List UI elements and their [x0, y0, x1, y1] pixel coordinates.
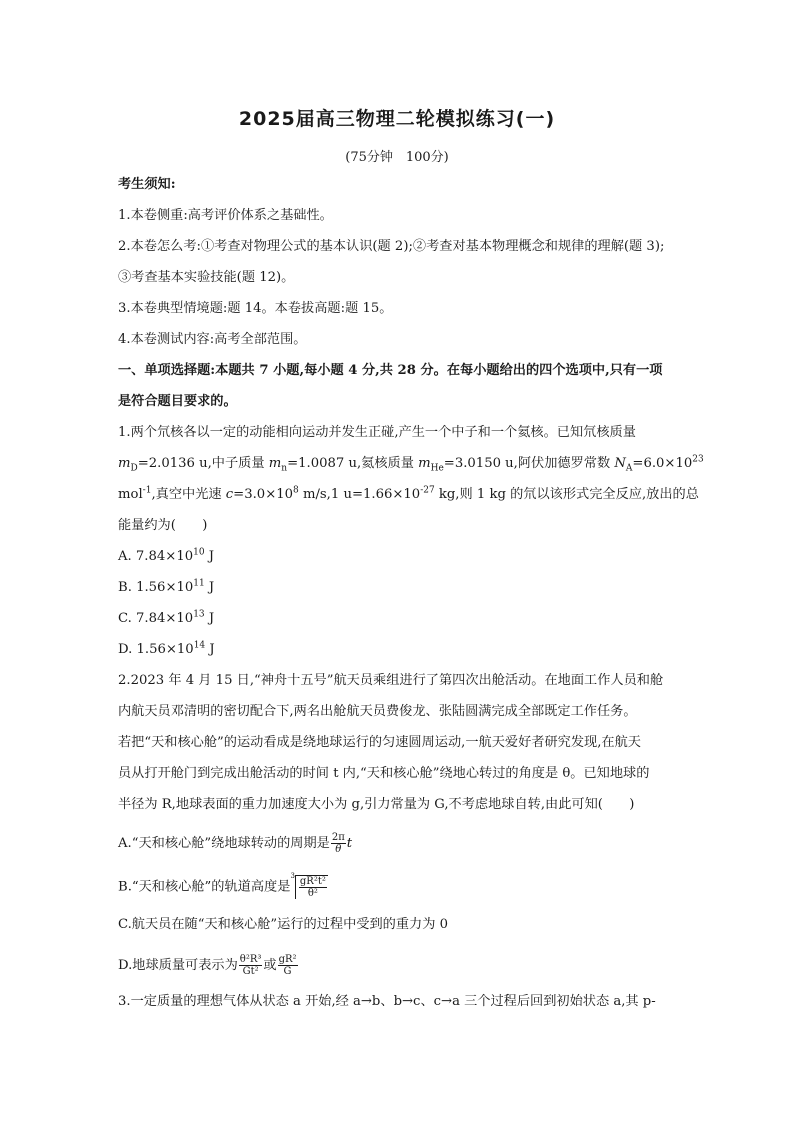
page-subtitle: (75分钟 100分): [345, 150, 449, 165]
q2-option-d: D.地球质量可表示为 $\frac{\text{θ²R³}}{\text{Gt²}}$ 或 $\frac{\text{gR²}}{G}$: [118, 954, 297, 977]
notice-item: 1.本卷侧重:高考评价体系之基础性。: [118, 208, 333, 223]
q2-stem: 半径为 R,地球表面的重力加速度大小为 g,引力常量为 G,不考虑地球自转,由此可知( ): [118, 797, 635, 812]
q2-stem: 员从打开舱门到完成出舱活动的时间 t 内,“天和核心舱”绕地心转过的角度是 θ。已知地球的: [118, 766, 650, 781]
q2-stem: 若把“天和核心舱”的运动看成是绕地球运行的匀速圆周运动,一航天爱好者研究发现,在航天: [118, 735, 641, 750]
q2-option-a: A.“天和核心舱”绕地球转动的周期是 $\frac{2\pi}{\theta}$ t: [118, 832, 353, 855]
notice-heading: 考生须知:: [118, 177, 176, 192]
fraction: $\frac{2\pi}{\theta}$: [331, 832, 345, 855]
q1-option-a: A. $7.84\times 10^{10}$ J: [118, 547, 215, 564]
q1-stem: $m_D=2.0136$ u,中子质量 $m_n=1.0087$ u,氦核质量 $m_{He}=3.0150$ u,阿伏加德罗常数 $N_A=6.0\times 10^{23}$: [118, 454, 704, 474]
q1-stem: 1.两个氘核各以一定的动能相向运动并发生正碰,产生一个中子和一个氦核。已知氘核质量: [118, 425, 636, 440]
q2-option-b: B.“天和核心舱”的轨道高度是$^3$ $\frac{\text{gR²t²}}{\text{θ²}}$: [118, 872, 326, 899]
q1-option-b: B. $1.56\times 10^{11}$ J: [118, 578, 215, 595]
notice-item: 2.本卷怎么考:①考查对物理公式的基本认识(题 2);②考查对基本物理概念和规律的理解(题 3);: [118, 239, 665, 254]
q2-option-c: C.航天员在随“天和核心舱”运行的过程中受到的重力为 0: [118, 917, 449, 932]
q3-stem: 3.一定质量的理想气体从状态 a 开始,经 a→b、b→c、c→a 三个过程后回到初始状态 a,其 p-: [118, 994, 656, 1009]
q2-stem: 2.2023 年 4 月 15 日,“神舟十五号”航天员乘组进行了第四次出舱活动。在地面工作人员和舱: [118, 673, 664, 688]
cube-root: $^3$ $\frac{\text{gR²t²}}{\text{θ²}}$: [290, 872, 326, 899]
fraction: $\frac{\text{θ²R³}}{\text{Gt²}}$: [239, 954, 262, 977]
q2-stem: 内航天员邓清明的密切配合下,两名出舱航天员费俊龙、张陆圆满完成全部既定工作任务。: [118, 704, 637, 719]
section-heading: 一、单项选择题:本题共 7 小题,每小题 4 分,共 28 分。在每小题给出的四个选项中,只有一项: [118, 363, 663, 378]
fraction: $\frac{\text{gR²}}{G}$: [278, 954, 297, 977]
notice-item: 4.本卷测试内容:高考全部范围。: [118, 332, 307, 347]
q1-stem: 能量约为( ): [118, 518, 208, 533]
page-title: 2025届高三物理二轮模拟练习(一): [238, 108, 556, 130]
q1-option-c: C. $7.84\times 10^{13}$ J: [118, 609, 215, 626]
q1-option-d: D. $1.56\times 10^{14}$ J: [118, 640, 215, 657]
notice-item: 3.本卷典型情境题:题 14。本卷拔高题:题 15。: [118, 301, 393, 316]
section-heading: 是符合题目要求的。: [118, 394, 237, 409]
q1-stem: mol$^{-1}$,真空中光速 $c=3.0\times 10^8$ m/s,1 $u=1.66\times 10^{-27}$ kg,则 1 kg 的氘以该形式完全反应,放出的总: [118, 485, 699, 502]
notice-item: ③考查基本实验技能(题 12)。: [118, 270, 295, 285]
